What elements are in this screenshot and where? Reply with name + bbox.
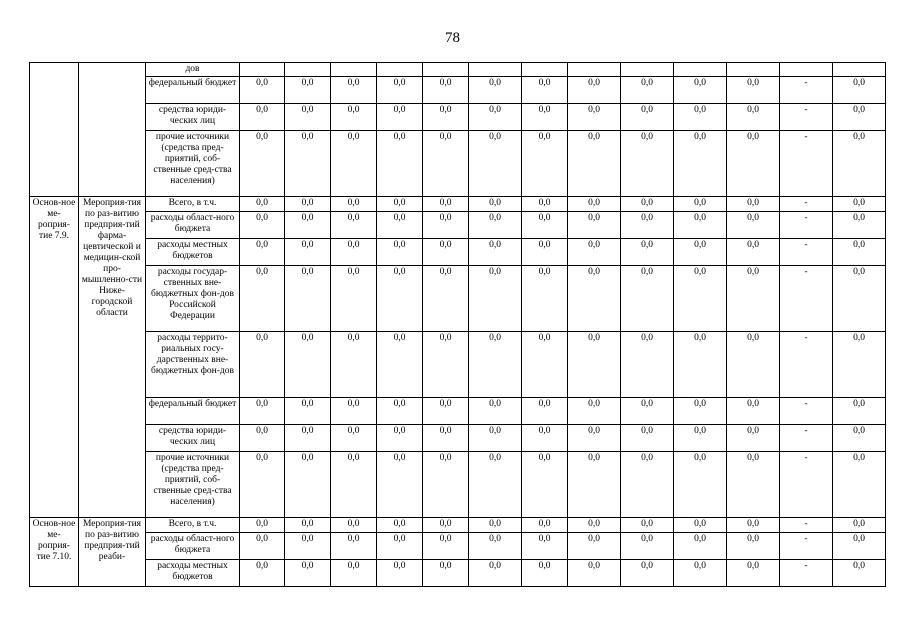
value-cell: 0,0 (674, 77, 727, 104)
value-cell: 0,0 (833, 560, 886, 587)
value-cell: 0,0 (423, 197, 469, 212)
value-cell: - (780, 104, 833, 131)
value-cell: 0,0 (469, 239, 522, 266)
value-cell: - (780, 560, 833, 587)
value-cell: 0,0 (423, 104, 469, 131)
value-cell: 0,0 (674, 560, 727, 587)
value-cell: - (780, 77, 833, 104)
value-cell: 0,0 (621, 131, 674, 197)
value-cell: 0,0 (621, 560, 674, 587)
value-cell: 0,0 (285, 518, 331, 533)
funding-source-cell: прочие источники (средства пред-приятий, соб-ственные сред-ства населения) (146, 131, 240, 197)
value-cell: 0,0 (674, 266, 727, 332)
value-cell: 0,0 (621, 197, 674, 212)
value-cell: 0,0 (522, 425, 568, 452)
table-row (30, 398, 886, 425)
value-cell: 0,0 (240, 104, 285, 131)
value-cell (423, 63, 469, 77)
value-cell: 0,0 (674, 239, 727, 266)
value-cell: 0,0 (522, 398, 568, 425)
funding-source-cell: средства юриди-ческих лиц (146, 425, 240, 452)
value-cell: 0,0 (727, 332, 780, 398)
value-cell: 0,0 (331, 104, 377, 131)
value-cell (780, 63, 833, 77)
value-cell: 0,0 (727, 77, 780, 104)
value-cell: 0,0 (833, 332, 886, 398)
funding-source-cell: федеральный бюджет (146, 77, 240, 104)
value-cell: 0,0 (727, 197, 780, 212)
value-cell: 0,0 (621, 212, 674, 239)
value-cell: 0,0 (377, 212, 423, 239)
value-cell: 0,0 (469, 425, 522, 452)
value-cell: 0,0 (522, 212, 568, 239)
value-cell: 0,0 (331, 239, 377, 266)
funding-source-cell: прочие источники (средства пред-приятий, соб-ственные сред-ства населения) (146, 452, 240, 518)
value-cell: 0,0 (727, 425, 780, 452)
value-cell: 0,0 (285, 104, 331, 131)
value-cell: - (780, 518, 833, 533)
value-cell: 0,0 (240, 560, 285, 587)
value-cell: 0,0 (833, 266, 886, 332)
value-cell: 0,0 (285, 266, 331, 332)
value-cell: 0,0 (522, 131, 568, 197)
value-cell: 0,0 (469, 266, 522, 332)
table-row (30, 332, 886, 398)
value-cell: 0,0 (423, 239, 469, 266)
value-cell: 0,0 (568, 398, 621, 425)
value-cell: 0,0 (331, 131, 377, 197)
value-cell: 0,0 (423, 452, 469, 518)
activity-number-cell (30, 63, 79, 197)
value-cell: 0,0 (522, 104, 568, 131)
value-cell: 0,0 (568, 131, 621, 197)
value-cell: 0,0 (285, 425, 331, 452)
value-cell: 0,0 (377, 518, 423, 533)
value-cell: 0,0 (833, 398, 886, 425)
value-cell: - (780, 533, 833, 560)
value-cell: 0,0 (522, 77, 568, 104)
value-cell: 0,0 (833, 212, 886, 239)
activity-description-cell: Мероприя-тия по раз-витию предприя-тий фарма-цевтической и медицин-ской про-мышленно-сти Ниже-городской области (79, 197, 146, 518)
value-cell: 0,0 (621, 533, 674, 560)
value-cell: 0,0 (621, 239, 674, 266)
value-cell: 0,0 (469, 560, 522, 587)
value-cell: 0,0 (469, 452, 522, 518)
value-cell: 0,0 (331, 425, 377, 452)
value-cell: 0,0 (469, 533, 522, 560)
value-cell (522, 63, 568, 77)
value-cell: 0,0 (833, 239, 886, 266)
value-cell: 0,0 (833, 425, 886, 452)
table-row (30, 197, 886, 212)
value-cell: 0,0 (240, 266, 285, 332)
funding-source-cell: расходы государ-ственных вне-бюджетных фон-дов Российской Федерации (146, 266, 240, 332)
value-cell: 0,0 (377, 239, 423, 266)
value-cell: 0,0 (240, 398, 285, 425)
value-cell: 0,0 (377, 332, 423, 398)
value-cell: 0,0 (621, 332, 674, 398)
value-cell: 0,0 (469, 77, 522, 104)
table-row (30, 239, 886, 266)
value-cell: 0,0 (727, 131, 780, 197)
value-cell: 0,0 (674, 131, 727, 197)
value-cell: 0,0 (240, 131, 285, 197)
value-cell: 0,0 (621, 104, 674, 131)
value-cell: 0,0 (522, 518, 568, 533)
value-cell: 0,0 (522, 452, 568, 518)
value-cell: - (780, 425, 833, 452)
value-cell: 0,0 (285, 452, 331, 518)
value-cell: 0,0 (377, 104, 423, 131)
value-cell: 0,0 (331, 518, 377, 533)
value-cell: 0,0 (568, 332, 621, 398)
value-cell: 0,0 (423, 212, 469, 239)
value-cell: 0,0 (240, 452, 285, 518)
value-cell: 0,0 (727, 104, 780, 131)
value-cell: 0,0 (727, 398, 780, 425)
value-cell: 0,0 (522, 266, 568, 332)
value-cell: 0,0 (240, 518, 285, 533)
value-cell: 0,0 (674, 425, 727, 452)
value-cell: 0,0 (469, 197, 522, 212)
value-cell: 0,0 (285, 398, 331, 425)
value-cell: 0,0 (240, 425, 285, 452)
value-cell: 0,0 (727, 533, 780, 560)
value-cell: - (780, 239, 833, 266)
value-cell: 0,0 (423, 560, 469, 587)
value-cell: 0,0 (469, 131, 522, 197)
value-cell: 0,0 (833, 104, 886, 131)
funding-source-cell: расходы област-ного бюджета (146, 533, 240, 560)
value-cell: 0,0 (331, 560, 377, 587)
value-cell: 0,0 (522, 197, 568, 212)
value-cell: 0,0 (331, 77, 377, 104)
value-cell: 0,0 (522, 332, 568, 398)
value-cell: 0,0 (833, 131, 886, 197)
activity-description-cell: Мероприя-тия по раз-витию предприя-тий реаби- (79, 518, 146, 587)
value-cell: 0,0 (568, 533, 621, 560)
value-cell: 0,0 (621, 452, 674, 518)
value-cell: 0,0 (522, 239, 568, 266)
value-cell: 0,0 (727, 212, 780, 239)
value-cell: 0,0 (240, 197, 285, 212)
table-row (30, 104, 886, 131)
value-cell: 0,0 (727, 518, 780, 533)
value-cell: 0,0 (423, 332, 469, 398)
value-cell: 0,0 (674, 104, 727, 131)
value-cell: 0,0 (377, 452, 423, 518)
value-cell: 0,0 (621, 77, 674, 104)
value-cell: 0,0 (568, 212, 621, 239)
value-cell: 0,0 (674, 332, 727, 398)
value-cell: 0,0 (331, 212, 377, 239)
table-body (30, 63, 886, 587)
value-cell: 0,0 (331, 533, 377, 560)
value-cell: 0,0 (727, 452, 780, 518)
value-cell: 0,0 (621, 518, 674, 533)
value-cell: 0,0 (285, 77, 331, 104)
value-cell: 0,0 (568, 452, 621, 518)
value-cell: - (780, 266, 833, 332)
value-cell: 0,0 (568, 197, 621, 212)
value-cell: 0,0 (674, 518, 727, 533)
value-cell: 0,0 (377, 266, 423, 332)
value-cell (331, 63, 377, 77)
value-cell: 0,0 (377, 197, 423, 212)
page-number: 78 (445, 30, 460, 46)
value-cell: 0,0 (833, 533, 886, 560)
value-cell: 0,0 (833, 518, 886, 533)
value-cell: 0,0 (469, 398, 522, 425)
table-row (30, 425, 886, 452)
table-row (30, 533, 886, 560)
value-cell: - (780, 332, 833, 398)
value-cell: 0,0 (674, 452, 727, 518)
value-cell: 0,0 (833, 452, 886, 518)
value-cell: 0,0 (240, 212, 285, 239)
value-cell: 0,0 (674, 212, 727, 239)
value-cell: 0,0 (285, 131, 331, 197)
funding-source-cell: расходы местных бюджетов (146, 560, 240, 587)
value-cell (285, 63, 331, 77)
value-cell: 0,0 (568, 239, 621, 266)
value-cell: 0,0 (469, 332, 522, 398)
value-cell: 0,0 (469, 104, 522, 131)
value-cell: 0,0 (469, 518, 522, 533)
value-cell: 0,0 (377, 533, 423, 560)
value-cell (833, 63, 886, 77)
funding-source-cell: расходы местных бюджетов (146, 239, 240, 266)
funding-source-cell: Всего, в т.ч. (146, 197, 240, 212)
value-cell: 0,0 (833, 77, 886, 104)
funding-source-cell: расходы террито-риальных госу-дарственных вне-бюджетных фон-дов (146, 332, 240, 398)
value-cell: 0,0 (377, 77, 423, 104)
activity-description-cell (79, 63, 146, 197)
funding-source-cell: Всего, в т.ч. (146, 518, 240, 533)
value-cell: 0,0 (568, 560, 621, 587)
value-cell (621, 63, 674, 77)
value-cell: 0,0 (285, 332, 331, 398)
value-cell: 0,0 (377, 131, 423, 197)
value-cell: 0,0 (285, 212, 331, 239)
value-cell: 0,0 (285, 197, 331, 212)
value-cell: 0,0 (377, 425, 423, 452)
value-cell: 0,0 (285, 560, 331, 587)
table-row (30, 518, 886, 533)
value-cell: 0,0 (331, 266, 377, 332)
value-cell (469, 63, 522, 77)
funding-source-cell: дов (146, 63, 240, 77)
activity-number-cell: Основ-ное ме-роприя-тие 7.10. (30, 518, 79, 587)
value-cell: 0,0 (285, 533, 331, 560)
value-cell: 0,0 (568, 518, 621, 533)
table-row (30, 63, 886, 77)
value-cell: - (780, 398, 833, 425)
value-cell: 0,0 (377, 398, 423, 425)
value-cell: 0,0 (568, 425, 621, 452)
value-cell: 0,0 (674, 398, 727, 425)
value-cell: 0,0 (240, 239, 285, 266)
value-cell: 0,0 (621, 398, 674, 425)
value-cell: 0,0 (423, 398, 469, 425)
value-cell: 0,0 (423, 518, 469, 533)
value-cell: 0,0 (240, 332, 285, 398)
value-cell: 0,0 (240, 533, 285, 560)
funding-source-cell: федеральный бюджет (146, 398, 240, 425)
value-cell: 0,0 (331, 452, 377, 518)
value-cell: 0,0 (377, 560, 423, 587)
value-cell: 0,0 (727, 239, 780, 266)
value-cell: 0,0 (727, 560, 780, 587)
activity-number-cell: Основ-ное ме-роприя-тие 7.9. (30, 197, 79, 518)
value-cell: 0,0 (331, 197, 377, 212)
value-cell: 0,0 (621, 425, 674, 452)
funding-source-cell: средства юриди-ческих лиц (146, 104, 240, 131)
value-cell: 0,0 (285, 239, 331, 266)
value-cell (240, 63, 285, 77)
value-cell: - (780, 197, 833, 212)
value-cell (674, 63, 727, 77)
value-cell: 0,0 (621, 266, 674, 332)
value-cell: 0,0 (727, 266, 780, 332)
value-cell: 0,0 (331, 398, 377, 425)
budget-table (29, 62, 886, 587)
value-cell: 0,0 (674, 197, 727, 212)
table-row (30, 212, 886, 239)
value-cell: 0,0 (568, 77, 621, 104)
table-row (30, 560, 886, 587)
value-cell (377, 63, 423, 77)
value-cell: 0,0 (423, 266, 469, 332)
table-row (30, 131, 886, 197)
value-cell: 0,0 (423, 131, 469, 197)
value-cell: 0,0 (833, 197, 886, 212)
value-cell: 0,0 (568, 266, 621, 332)
table-row (30, 77, 886, 104)
value-cell: - (780, 452, 833, 518)
funding-source-cell: расходы област-ного бюджета (146, 212, 240, 239)
value-cell: 0,0 (423, 425, 469, 452)
value-cell: 0,0 (423, 533, 469, 560)
value-cell: - (780, 212, 833, 239)
value-cell: 0,0 (522, 533, 568, 560)
table-row (30, 266, 886, 332)
value-cell: 0,0 (674, 533, 727, 560)
value-cell: 0,0 (423, 77, 469, 104)
value-cell: 0,0 (240, 77, 285, 104)
value-cell: 0,0 (522, 560, 568, 587)
table-row (30, 452, 886, 518)
value-cell: - (780, 131, 833, 197)
value-cell: 0,0 (568, 104, 621, 131)
value-cell (568, 63, 621, 77)
value-cell: 0,0 (331, 332, 377, 398)
value-cell (727, 63, 780, 77)
value-cell: 0,0 (469, 212, 522, 239)
